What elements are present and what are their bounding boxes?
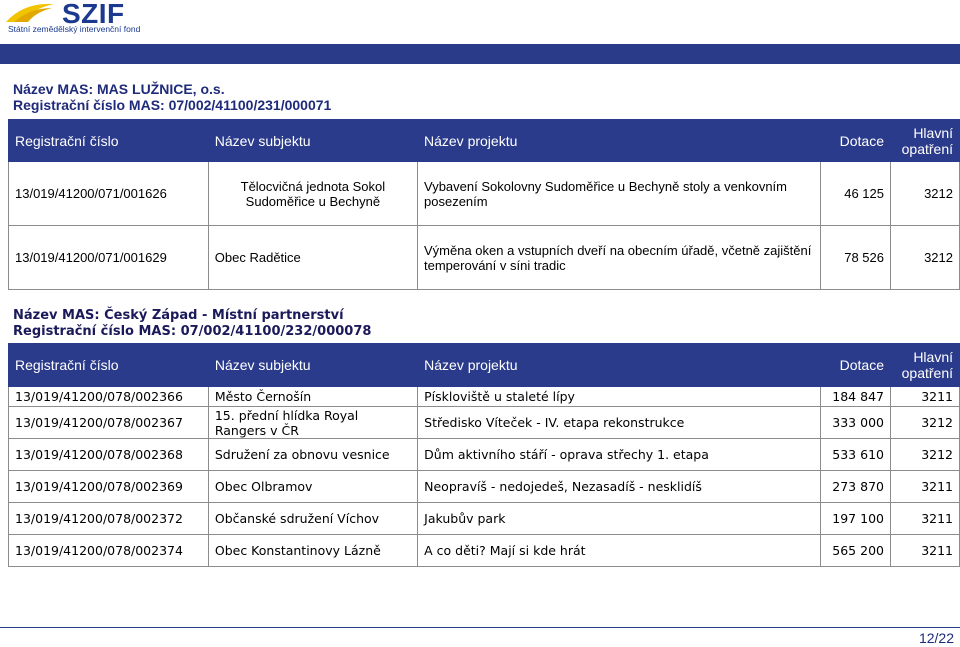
cell-subject: 15. přední hlídka Royal Rangers v ČR bbox=[208, 407, 417, 439]
table-row bbox=[9, 439, 960, 471]
cell-grant: 184 847 bbox=[821, 387, 891, 407]
cell-measure: 3212 bbox=[890, 439, 959, 471]
mas-name-2: Název MAS: Český Západ - Místní partnerství bbox=[13, 308, 344, 323]
cell-measure: 3211 bbox=[890, 387, 959, 407]
header-grant: Dotace bbox=[821, 120, 891, 162]
logo-subtitle: Státní zemědělský intervenční fond bbox=[8, 24, 141, 34]
cell-grant: 197 100 bbox=[821, 503, 891, 535]
cell-subject: Občanské sdružení Víchov bbox=[208, 503, 417, 535]
table-row bbox=[9, 226, 960, 290]
cell-subject: Tělocvičná jednota Sokol Sudoměřice u Bechyně bbox=[208, 162, 417, 226]
cell-grant: 78 526 bbox=[821, 226, 891, 290]
szif-emblem-icon bbox=[4, 0, 56, 24]
header-project: Název projektu bbox=[418, 344, 821, 387]
header-subject: Název subjektu bbox=[208, 344, 417, 387]
table-row bbox=[9, 535, 960, 567]
projects-table-1 bbox=[8, 119, 960, 290]
header-reg: Registrační číslo bbox=[9, 344, 209, 387]
cell-subject: Město Černošín bbox=[208, 387, 417, 407]
mas-name-1: Název MAS: MAS LUŽNICE, o.s. bbox=[13, 81, 225, 97]
cell-project: Jakubův park bbox=[418, 503, 821, 535]
cell-reg: 13/019/41200/078/002372 bbox=[9, 503, 209, 535]
cell-project: Vybavení Sokolovny Sudoměřice u Bechyně stoly a venkovním posezením bbox=[418, 162, 821, 226]
cell-measure: 3211 bbox=[890, 471, 959, 503]
header-measure: Hlavní opatření bbox=[890, 344, 959, 387]
cell-project: Dům aktivního stáří - oprava střechy 1. etapa bbox=[418, 439, 821, 471]
cell-project: Neopravíš - nedojedeš, Nezasadíš - nesklidíš bbox=[418, 471, 821, 503]
cell-grant: 333 000 bbox=[821, 407, 891, 439]
cell-reg: 13/019/41200/078/002368 bbox=[9, 439, 209, 471]
mas-reg-2: Registrační číslo MAS: 07/002/41100/232/000078 bbox=[13, 324, 372, 339]
cell-measure: 3212 bbox=[891, 226, 960, 290]
cell-subject: Obec Konstantinovy Lázně bbox=[208, 535, 417, 567]
cell-grant: 565 200 bbox=[821, 535, 891, 567]
header-grant: Dotace bbox=[821, 344, 891, 387]
cell-grant: 46 125 bbox=[821, 162, 891, 226]
cell-reg: 13/019/41200/078/002374 bbox=[9, 535, 209, 567]
header-subject: Název subjektu bbox=[208, 120, 417, 162]
szif-logo bbox=[4, 0, 141, 36]
table-row bbox=[9, 503, 960, 535]
cell-reg: 13/019/41200/078/002366 bbox=[9, 387, 209, 407]
cell-measure: 3211 bbox=[890, 503, 959, 535]
header-band bbox=[0, 44, 960, 64]
page-number: 12/22 bbox=[918, 630, 954, 646]
cell-project: Pískloviště u staleté lípy bbox=[418, 387, 821, 407]
projects-table-2 bbox=[8, 343, 960, 567]
cell-project: A co děti? Mají si kde hrát bbox=[418, 535, 821, 567]
header-project: Název projektu bbox=[418, 120, 821, 162]
cell-project: Středisko Víteček - IV. etapa rekonstrukce bbox=[418, 407, 821, 439]
cell-subject: Obec Olbramov bbox=[208, 471, 417, 503]
logo-name: SZIF bbox=[62, 0, 125, 29]
cell-subject: Obec Radětice bbox=[208, 226, 417, 290]
cell-subject: Sdružení za obnovu vesnice bbox=[208, 439, 417, 471]
footer-line bbox=[0, 627, 960, 628]
cell-reg: 13/019/41200/071/001626 bbox=[9, 162, 209, 226]
mas-reg-1: Registrační číslo MAS: 07/002/41100/231/000071 bbox=[13, 97, 332, 113]
header-reg: Registrační číslo bbox=[9, 120, 209, 162]
cell-grant: 273 870 bbox=[821, 471, 891, 503]
cell-reg: 13/019/41200/071/001629 bbox=[9, 226, 209, 290]
cell-reg: 13/019/41200/078/002367 bbox=[9, 407, 209, 439]
cell-measure: 3212 bbox=[890, 407, 959, 439]
table-row bbox=[9, 407, 960, 439]
cell-measure: 3212 bbox=[891, 162, 960, 226]
cell-project: Výměna oken a vstupních dveří na obecním úřadě, včetně zajištění temperování v síni tradic bbox=[418, 226, 821, 290]
table-header bbox=[9, 344, 960, 387]
table-row bbox=[9, 162, 960, 226]
cell-measure: 3211 bbox=[890, 535, 959, 567]
cell-grant: 533 610 bbox=[821, 439, 891, 471]
cell-reg: 13/019/41200/078/002369 bbox=[9, 471, 209, 503]
header-measure: Hlavní opatření bbox=[891, 120, 960, 162]
table-row bbox=[9, 387, 960, 407]
table-header bbox=[9, 120, 960, 162]
table-row bbox=[9, 471, 960, 503]
